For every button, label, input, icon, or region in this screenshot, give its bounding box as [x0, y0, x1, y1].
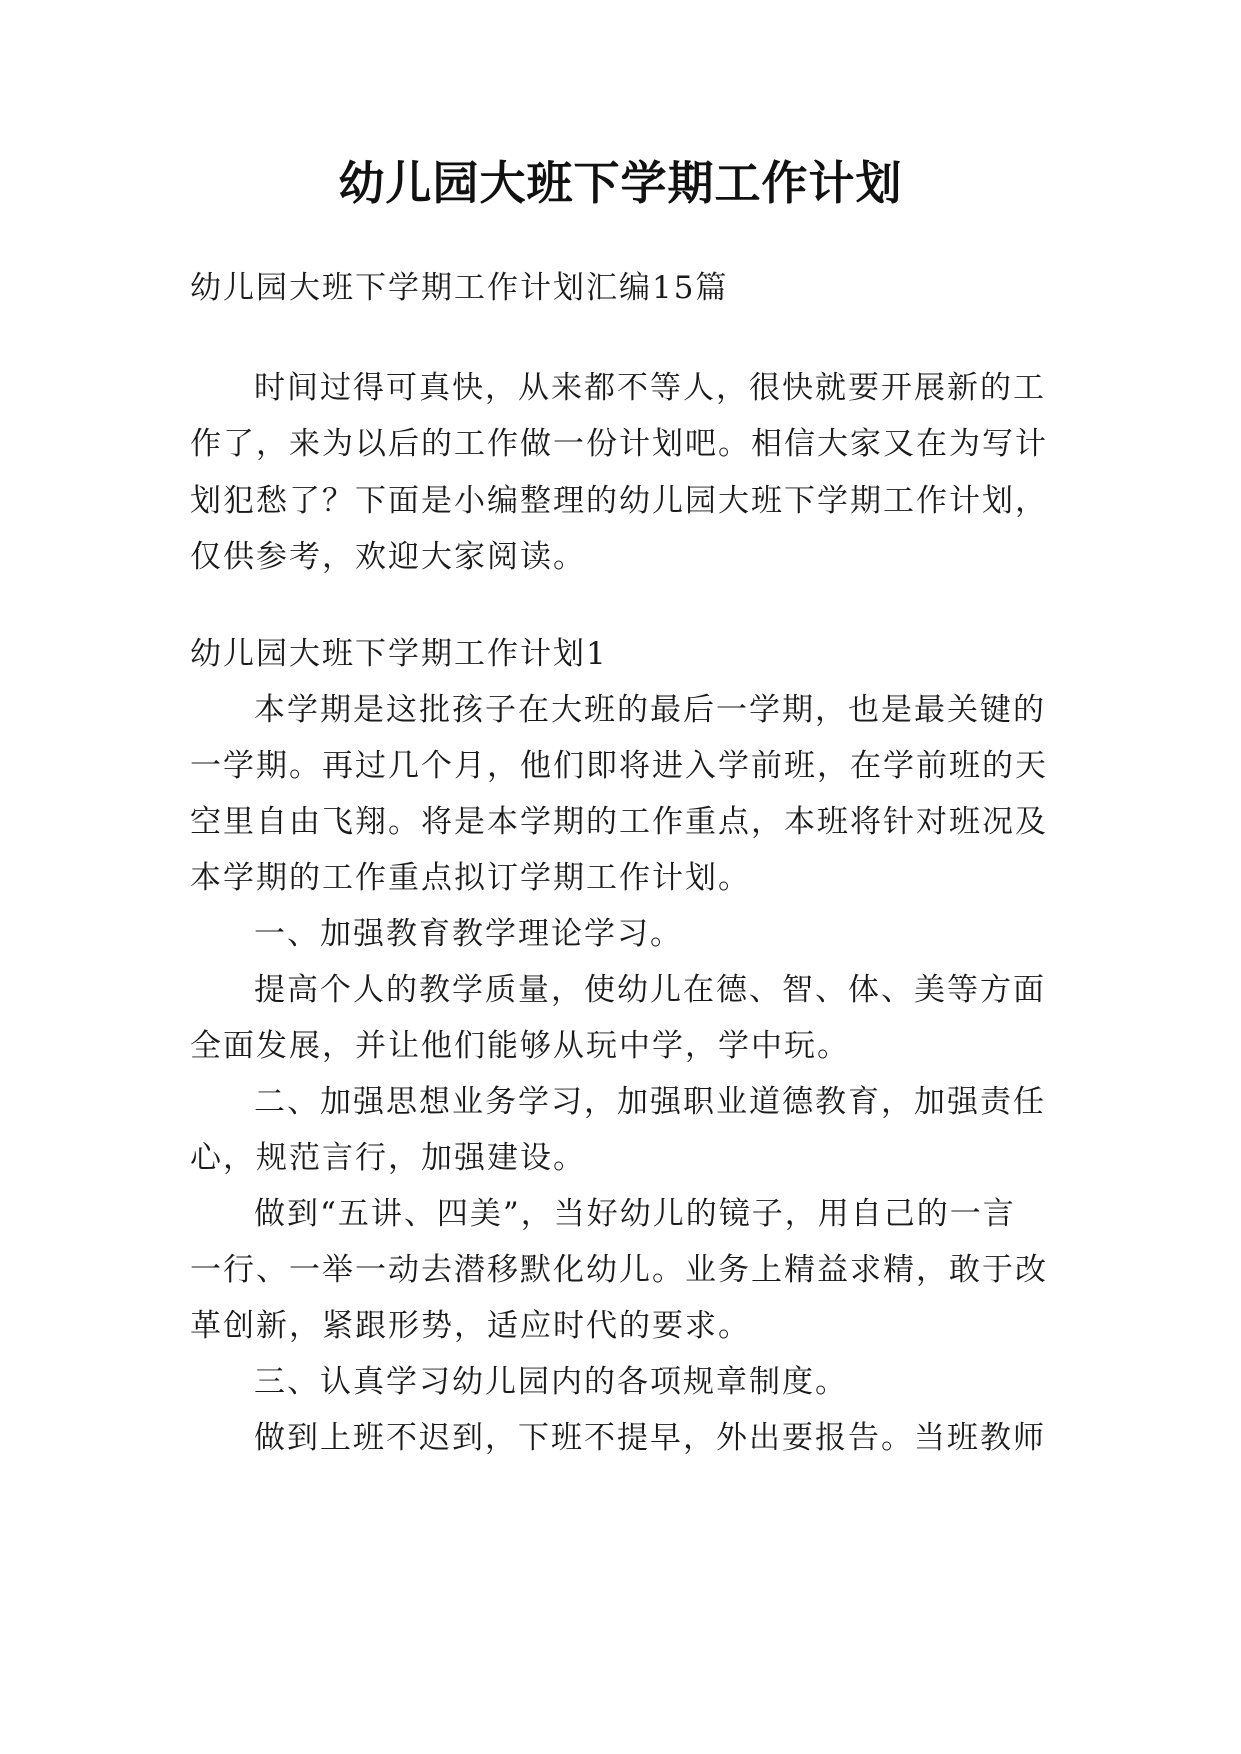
body-line: 革创新，紧跟形势，适应时代的要求。 [190, 1308, 751, 1344]
intro-line: 作了，来为以后的工作做一份计划吧。相信大家又在为写计 [190, 426, 1048, 462]
body-line: 做到上班不迟到，下班不提早，外出要报告。当班教师 [254, 1420, 1046, 1456]
body-line: 空里自由飞翔。将是本学期的工作重点，本班将针对班况及 [190, 804, 1048, 840]
document-title: 幼儿园大班下学期工作计划 [338, 156, 903, 210]
item-heading: 一、加强教育教学理论学习。 [254, 916, 683, 952]
body-line: 做到“五讲、四美”，当好幼儿的镜子，用自己的一言 [254, 1196, 1016, 1232]
body-line: 一行、一举一动去潜移默化幼儿。业务上精益求精，敢于改 [190, 1252, 1048, 1288]
body-line: 心，规范言行，加强建设。 [190, 1140, 586, 1176]
intro-line: 划犯愁了？下面是小编整理的幼儿园大班下学期工作计划， [190, 483, 1048, 519]
body-line: 一学期。再过几个月，他们即将进入学前班，在学前班的天 [190, 748, 1048, 784]
body-line: 全面发展，并让他们能够从玩中学，学中玩。 [190, 1028, 850, 1064]
intro-line: 仅供参考，欢迎大家阅读。 [190, 539, 586, 575]
body-line: 本学期是这批孩子在大班的最后一学期，也是最关键的 [254, 692, 1046, 728]
item-heading: 三、认真学习幼儿园内的各项规章制度。 [254, 1364, 848, 1400]
body-line: 提高个人的教学质量，使幼儿在德、智、体、美等方面 [254, 972, 1046, 1008]
item-heading: 二、加强思想业务学习，加强职业道德教育，加强责任 [254, 1084, 1046, 1120]
section-heading: 幼儿园大班下学期工作计划1 [190, 636, 608, 672]
body-line: 本学期的工作重点拟订学期工作计划。 [190, 860, 751, 896]
intro-line: 时间过得可真快，从来都不等人，很快就要开展新的工 [254, 370, 1046, 406]
document-subtitle: 幼儿园大班下学期工作计划汇编15篇 [190, 270, 729, 306]
